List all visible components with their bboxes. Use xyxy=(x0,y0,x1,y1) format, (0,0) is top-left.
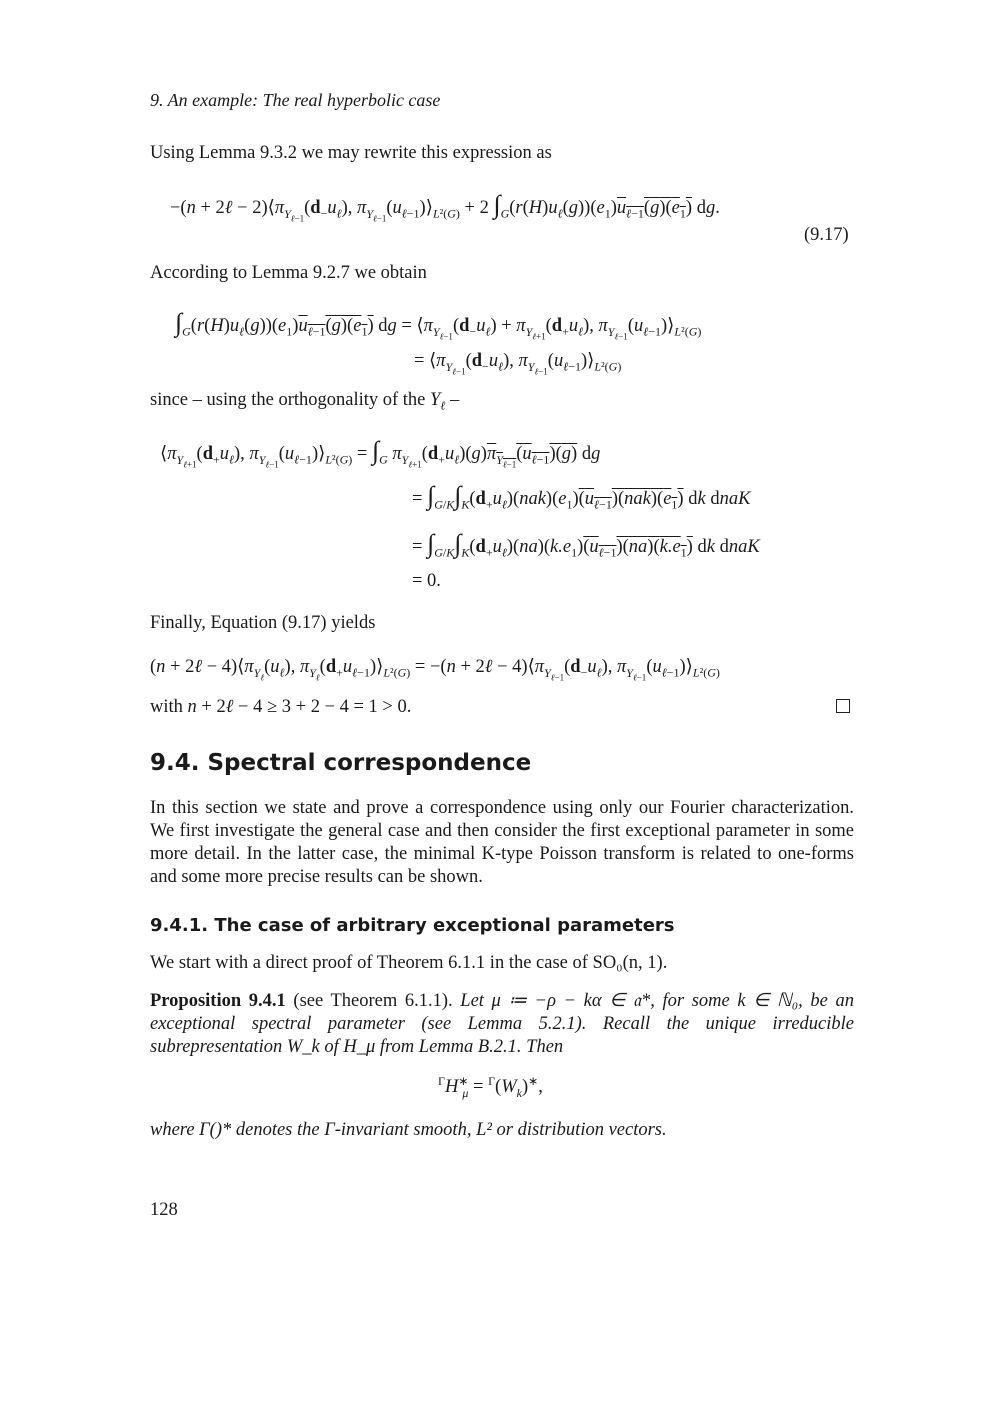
paragraph: Finally, Equation (9.17) yields xyxy=(150,613,376,633)
paragraph: with n + 2ℓ − 4 ≥ 3 + 2 − 4 = 1 > 0. xyxy=(150,697,412,717)
equation-orthogonality-line-3: = $\int_{G/K}\int_K(d_+u_\ell)(na)(k.e_1)(u_{\ell-1})(na)(k.e_1)$ dk dnaK xyxy=(412,529,760,560)
equation-orthogonality-line-4: = 0. xyxy=(412,571,441,591)
proposition-equation: $^\Gamma H^∗_\mu = ^\Gamma(W_k)^∗$, xyxy=(438,1074,543,1100)
equation-9-17: −(n + 2ℓ − $2)⟨\pi_{Y_{\ell-1}}(d_-u_\ell)$, $\pi_{Y_{\ell-1}}(u_{\ell-1})⟩_{L^2(G)} + 2$ $\int_G(r(H)u_\ell(g))(e_1)u_{\ell-1}(g)(e_1)$ dg. xyxy=(170,190,720,224)
equation-tag: (9.17) xyxy=(804,225,849,245)
equation-lemma-9-2-7-line-2: = $⟨\pi_{Y_{\ell-1}}(d_-u_\ell)$, $\pi_{Y_{\ell-1}}(u_{\ell-1})⟩_{L^2(G)}$ xyxy=(414,351,622,377)
paragraph: According to Lemma 9.2.7 we obtain xyxy=(150,263,427,283)
equation-orthogonality-line-2: = $\int_{G/K}\int_K(d_+u_\ell)(nak)(e_1)(u_{\ell-1})(nak)(e_1)$ dk dnaK xyxy=(412,481,751,512)
proposition-trailer: where Γ()* denotes the Γ-invariant smooth, L² or distribution vectors. xyxy=(150,1120,667,1140)
equation-final: (n + 2ℓ − $4)⟨\pi_{Y_\ell}(u_\ell)$, $\pi_{Y_\ell}(d_+u_{\ell-1})⟩_{L^2(G)} = -(n$ + 2ℓ − $4)⟨\pi_{Y_{\ell-1}}(d_-u_\ell)$, $\pi_{Y_{\ell-1}}(u_{\ell-1})⟩_{L^2(G)}$ xyxy=(150,657,720,683)
paragraph: since – using the orthogonality of the $Y_\ell$ – xyxy=(150,390,460,413)
equation-orthogonality-line-1: $⟨\pi_{Y_{\ell+1}}(d_+u_\ell)$, $\pi_{Y_{\ell-1}}(u_{\ell-1})⟩_{L^2(G)} = \int_G$ $\pi_{Y_{\ell+1}}(d_+u_\ell)(g)\pi_{Y_{\ell-1}}(u_{\ell-1})(g)$ dg xyxy=(160,436,601,470)
qed-box xyxy=(836,699,850,713)
proposition-9-4-1 xyxy=(150,990,854,1059)
proposition-head: Proposition 9.4.1 xyxy=(150,991,286,1011)
section-intro-paragraph: In this section we state and prove a correspondence using only our Fourier characterization. We first investigate the general case and then consider the first exceptional parameter in some more detail. In the latter case, the minimal K-type Poisson transform is related to one-forms and some more precise results can be shown. xyxy=(150,798,854,887)
section-heading: 9.4. Spectral correspondence xyxy=(150,750,532,776)
paragraph: Using Lemma 9.3.2 we may rewrite this expression as xyxy=(150,143,552,163)
page-number: 128 xyxy=(150,1200,178,1220)
running-header: 9. An example: The real hyperbolic case xyxy=(150,90,441,110)
subsection-intro: We start with a direct proof of Theorem 6.1.1 in the case of SO₀(n, 1). xyxy=(150,953,668,973)
proposition-text: Let μ ≔ −ρ − kα ∈ 𝔞*, for some k ∈ ℕ₀, be an exceptional spectral parameter (see Lemma 5.2.1). Recall the unique irreducible subrepresentation W_k of H_μ from Lemma B.2.1. Then xyxy=(150,991,855,1057)
subsection-heading: 9.4.1. The case of arbitrary exceptional parameters xyxy=(150,915,675,936)
equation-lemma-9-2-7-line-1: $\int_G(r(H)u_\ell(g))(e_1)u_{\ell-1}(g)(e_1)$ dg = $⟨\pi_{Y_{\ell-1}}(d_-u_\ell) + \pi_{Y_{\ell+1}}(d_+u_\ell)$, $\pi_{Y_{\ell-1}}(u_{\ell-1})⟩_{L^2(G)}$ xyxy=(175,308,702,342)
proposition-ref: (see Theorem 6.1.1). xyxy=(293,991,453,1011)
